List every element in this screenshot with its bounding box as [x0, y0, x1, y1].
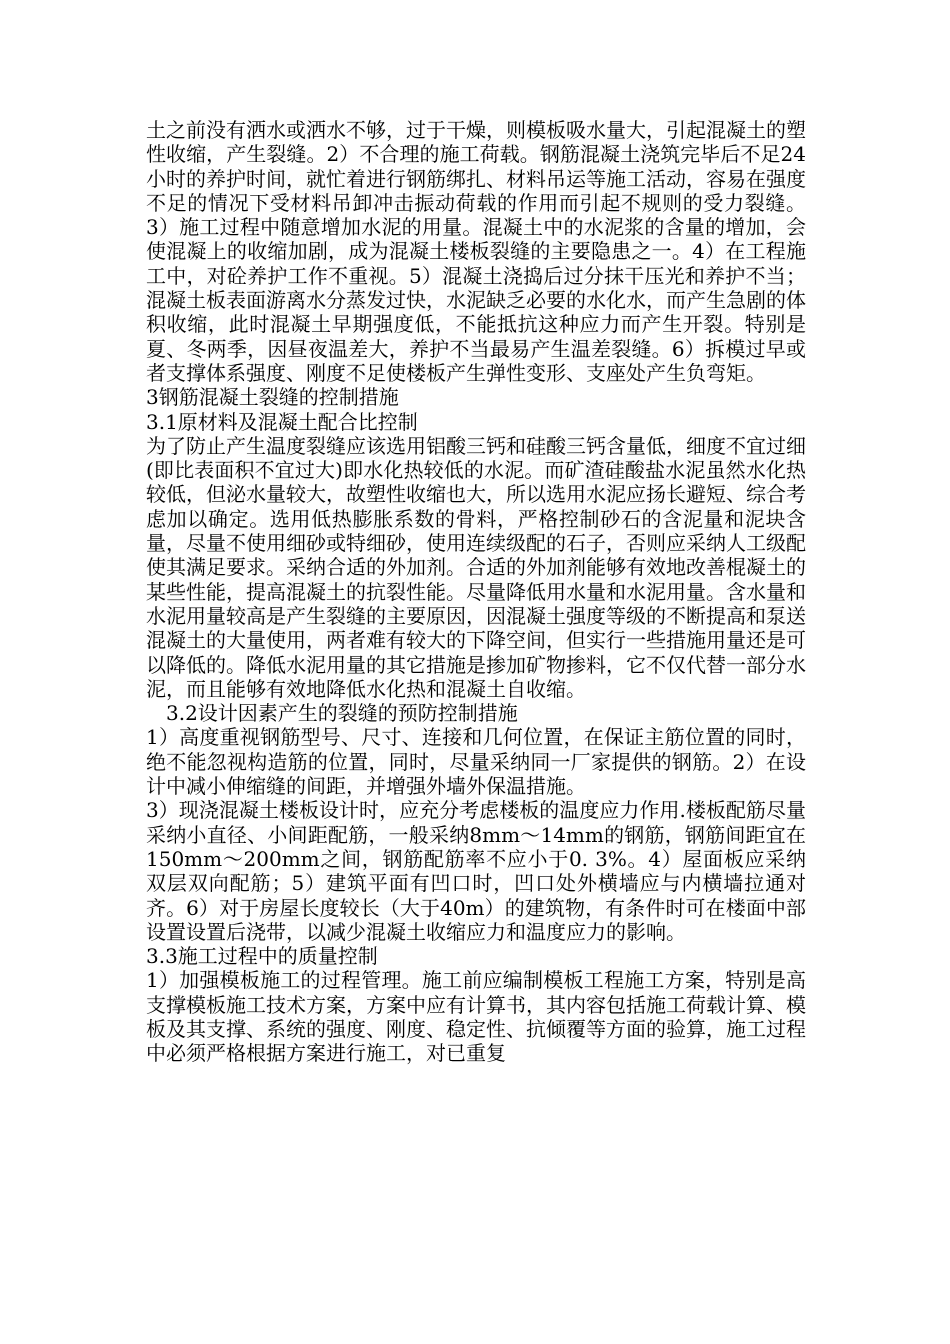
section-heading-3-3: 3.3施工过程中的质量控制: [146, 944, 378, 969]
paragraph-raw-materials: 为了防止产生温度裂缝应该选用铝酸三钙和硅酸三钙含量低，细度不宜过细(即比表面积不宜过大)即水化热较低的水泥。而矿渣硅酸盐水泥虽然水化热较低，但泌水量较大，故塑性收缩也大，所以选用水泥应扬长避短、综合考虑加以确定。选用低热膨胀系数的骨料，严格控制砂石的含泥量和泥块含量，尽量不使用细砂或特细砂，使用连续级配的石子，否则应采纳人工级配使其满足要求。采纳合适的外加剂。合适的外加剂能够有效地改善棍凝土的某些性能，提高混凝土的抗裂性能。尽量降低用水量和水泥用量。含水量和水泥用量较高是产生裂缝的主要原因，因混凝土强度等级的不断提高和泵送混凝土的大量使用，两者难有较大的下降空间，但实行一些措施用量还是可以降低的。降低水泥用量的其它措施是掺加矿物掺料，它不仅代替一部分水泥，而且能够有效地降低水化热和混凝土自收缩。: [146, 433, 806, 701]
section-heading-3-1: 3.1原材料及混凝土配合比控制: [146, 409, 418, 434]
paragraph-quality-control: 1）加强模板施工的过程管理。施工前应编制模板工程施工方案，特别是高支撑模板施工技术方案，方案中应有计算书，其内容包括施工荷载计算、模板及其支撑、系统的强度、刚度、稳定性、抗倾覆等方面的验算，施工过程中必须严格根据方案进行施工，对已重复: [146, 968, 806, 1066]
section-heading-3: 3钢筋混凝土裂缝的控制措施: [146, 385, 399, 410]
paragraph-design-measures-1: 1）高度重视钢筋型号、尺寸、连接和几何位置，在保证主筋位置的同时，绝不能忽视构造筋的位置，同时，尽量采纳同一厂家提供的钢筋。2）在设计中减小伸缩缝的间距，并增强外墙外保温措施。: [146, 725, 806, 799]
section-heading-3-2: 3.2设计因素产生的裂缝的预防控制措施: [166, 701, 518, 726]
paragraph-construction-causes: 土之前没有洒水或洒水不够，过于干燥，则模板吸水量大，引起混凝土的塑性收缩，产生裂缝。2）不合理的施工荷载。钢筋混凝土浇筑完毕后不足24小时的养护时间，就忙着进行钢筋绑扎、材料吊运等施工活动，容易在强度不足的情况下受材料吊卸冲击振动荷载的作用而引起不规则的受力裂缝。3）施工过程中随意增加水泥的用量。混凝土中的水泥浆的含量的增加，会使混凝上的收缩加剧，成为混凝土楼板裂缝的主要隐患之一。4）在工程施工中，对砼养护工作不重视。5）混凝土浇捣后过分抹干压光和养护不当；混凝土板表面游离水分蒸发过快，水泥缺乏必要的水化水，而产生急剧的体积收缩，此时混凝土早期强度低，不能抵抗这种应力而产生开裂。特别是夏、冬两季，因昼夜温差大，养护不当最易产生温差裂缝。6）拆模过早或者支撑体系强度、刚度不足使楼板产生弹性变形、支座处产生负弯矩。: [146, 118, 806, 385]
paragraph-design-measures-2: 3）现浇混凝土楼板设计时，应充分考虑楼板的温度应力作用.楼板配筋尽量采纳小直径、小间距配筋，一般采纳8mm～14mm的钢筋，钢筋间距宜在150mm～200mm之间，钢筋配筋率不应小于0. 3%。4）屋面板应采纳双层双向配筋；5）建筑平面有凹口时，凹口处外横墙应与内横墙拉通对齐。6）对于房屋长度较长（大于40m）的建筑物，有条件时可在楼面中部设置设置后浇带，以减少混凝土收缩应力和温度应力的影响。: [146, 798, 806, 944]
document-page: [146, 118, 806, 1066]
